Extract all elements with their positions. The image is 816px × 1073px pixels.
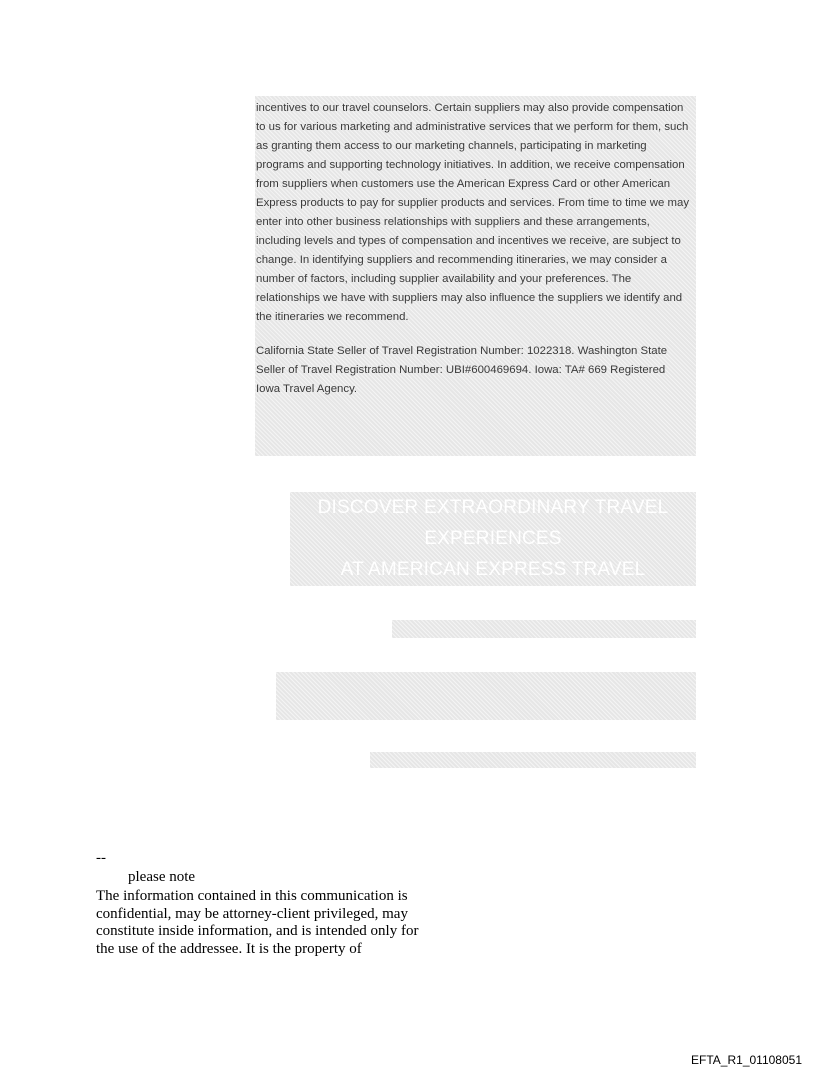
- promo-title-line-2: EXPERIENCES: [424, 528, 562, 549]
- confidentiality-line: constitute inside information, and is intended only for: [96, 923, 419, 939]
- registration-paragraph: California State Seller of Travel Registration Number: 1022318. Washington State Seller of Travel Registration Number: UBI#600469694. Iowa: TA# 669 Registered Iowa Travel Agency.: [256, 345, 668, 395]
- promo-banner-title: [290, 492, 696, 586]
- promo-title-line-3: AT AMERICAN EXPRESS TRAVEL: [340, 559, 646, 580]
- signature-note: please note: [128, 869, 196, 885]
- compensation-paragraph: incentives to our travel counselors. Certain suppliers may also provide compensation to us for various marketing and administrative services that we perform for them, such as granting them access to our marketing channels, participating in marketing programs and supporting technology initiatives. In addition, we receive compensation from suppliers when customers use the American Express Card or other American Express products to pay for supplier products and services. From time to time we may enter into other business relationships with suppliers and these arrangements, including levels and types of compensation and incentives we receive, are subject to change. In identifying suppliers and recommending itineraries, we may consider a number of factors, including supplier availability and your preferences. The relationships we have with suppliers may also influence the suppliers we identify and the itineraries we recommend.: [256, 102, 690, 323]
- confidentiality-notice: [96, 888, 456, 958]
- confidentiality-line: The information contained in this communication is: [96, 888, 408, 904]
- confidentiality-line: confidential, may be attorney-client privileged, may: [96, 905, 408, 922]
- promo-title-line-1: DISCOVER EXTRAORDINARY TRAVEL: [317, 497, 669, 518]
- promo-fine-print: [276, 672, 696, 720]
- signature-separator: --: [96, 850, 106, 866]
- promo-subtitle: [392, 620, 696, 638]
- promo-footer-link[interactable]: [370, 752, 696, 768]
- supplier-disclosure-block: [255, 96, 696, 456]
- bates-number: EFTA_R1_01108051: [691, 1053, 802, 1067]
- confidentiality-line: the use of the addressee. It is the property of: [96, 940, 362, 957]
